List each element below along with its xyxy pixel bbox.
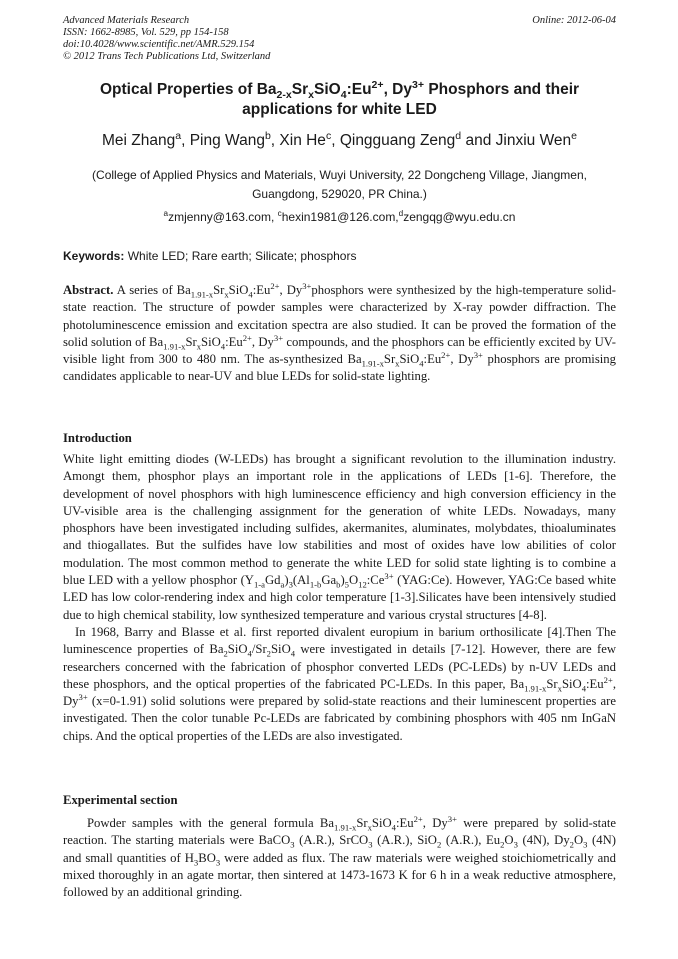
- introduction-body: [63, 451, 616, 745]
- doi-line: doi:10.4028/www.scientific.net/AMR.529.154: [63, 39, 255, 50]
- issn-line: ISSN: 1662-8985, Vol. 529, pp 154-158: [63, 27, 229, 38]
- introduction-heading: Introduction: [63, 431, 132, 445]
- keywords-text: White LED; Rare earth; Silicate; phosphors: [124, 249, 357, 263]
- journal-header: [63, 15, 616, 63]
- author-emails: $^a$zmjenny@163.com, $^c$hexin1981@126.com,$^d$zengqg@wyu.edu.cn: [163, 209, 516, 224]
- experimental-heading: Experimental section: [63, 793, 178, 807]
- affiliation: (College of Applied Physics and Materials, Wuyi University, 22 Dongcheng Village, Jiangmen, Guangdong, 529020, PR China.): [92, 168, 587, 201]
- journal-name: Advanced Materials Research: [63, 15, 190, 26]
- abstract: Abstract. A series of $Ba_{1.91-x}Sr_xSiO_4:Eu^{2+}$, $Dy^{3+}phosphors$ were synthesized by the high-temperature solid-state reaction. The structure of powder samples were characterized by X-ray powder diffraction. The photoluminescence emission and excitation spectra are also studied. It can be proved the formation of the solid solution of $Ba_{1.91-x}Sr_xSiO_4:Eu^{2+}$, $Dy^{3+}$ compounds, and the phosphors can be efficiently excited by UV-visible light from 300 to 480 nm. The as-synthesized $Ba_{1.91-x}Sr_xSiO_4:Eu^{2+}$, $Dy^{3+}$ phosphors are promising candidates applicable to near-UV and blue LEDs for solid-state lighting.: [63, 280, 617, 384]
- experimental-paragraph: Powder samples with the general formula $Ba_{1.91-x}Sr_xSiO_4:Eu^{2+}$, $Dy^{3+}$ were prepared by solid-state reaction. The starting materials were BaCO$_3$ (A.R.), SrCO$_3$ (A.R.), SiO$_2$ (A.R.), $Eu_2O_3$ (4N), $Dy_2O_3$ (4N) and small quantities of $H_3BO_3$ were added as flux. The raw materials were weighed stoichiometrically and mixed thoroughly in an agate mortar, then sintered at 1473-1673 K for 6 h in a weak reductive atmosphere, followed by an additional grinding.: [63, 813, 616, 900]
- keywords: [63, 248, 616, 264]
- paper-title: Optical Properties of $Ba_{2-x}Sr_xSiO_4:Eu^{2+}$, $Dy^{3+}$ Phosphors and their applications for white LED: [99, 78, 580, 118]
- intro-paragraph-1: White light emitting diodes (W-LEDs) has brought a significant revolution to the illumination industry. Amongt them, phosphor plays an important role in the applications of LEDs [1-6]. Therefore, the development of novel phosphors with high luminescence efficiency and high conversion efficiency in the UV-visible area is the challenging assignment for the generation of white LEDs. Nowadays, many phosphors have been investigated including sulfides, akermanites, aluminates, molybdates, thioaluminates and thiogallates. But the sulfides have low stabilities and most of oxides have low abilities of color modulation. The most common method to generate the white LED for solid state lighting is to combine a blue LED with a yellow phosphor $(Y_{1-a}Gd_a)_3(Al_{1-b}Ga_b)_5O_{12}:Ce^{3+}$ (YAG:Ce). However, YAG:Ce based white LED has low color-rendering index and high color temperature [1-3].Silicates have been intensively studied due to high chemical stability, low synthesized temperature and various crystal structures [4-8].: [63, 452, 616, 622]
- abstract-label: Abstract.: [63, 283, 114, 297]
- author-list: Mei Zhang$^a$, Ping Wang$^b$, Xin He$^c$, Qingguang Zeng$^d$ and Jinxiu Wen$^e$: [101, 129, 578, 149]
- experimental-body: [63, 815, 616, 901]
- intro-paragraph-2: In 1968, Barry and Blasse et al. first reported divalent europium in barium orthosilicate [4].Then The luminescence properties of $Ba_2SiO_4/Sr_2SiO_4$ were investigated in details [7-12]. However, there are few researchers concerned with the fabrication of phosphor converted LEDs (PC-LEDs) by n-UV LEDs and these phosphors, and the optical properties of the fabricated PC-LEDs. In this paper, $Ba_{1.91-x}Sr_xSiO_4:Eu^{2+}$, $Dy^{3+}$ (x=0-1.91) solid solutions were prepared by solid-state reactions and their luminescent properties are investigated. Then the color tunable Pc-LEDs are fabricated by combining phosphors with 405 nm InGaN chips. And the optical properties of the LEDs are also investigated.: [63, 624, 616, 743]
- online-date: Online: 2012-06-04: [532, 15, 616, 26]
- copyright-line: © 2012 Trans Tech Publications Ltd, Switzerland: [63, 51, 271, 62]
- keywords-label: Keywords:: [63, 249, 125, 263]
